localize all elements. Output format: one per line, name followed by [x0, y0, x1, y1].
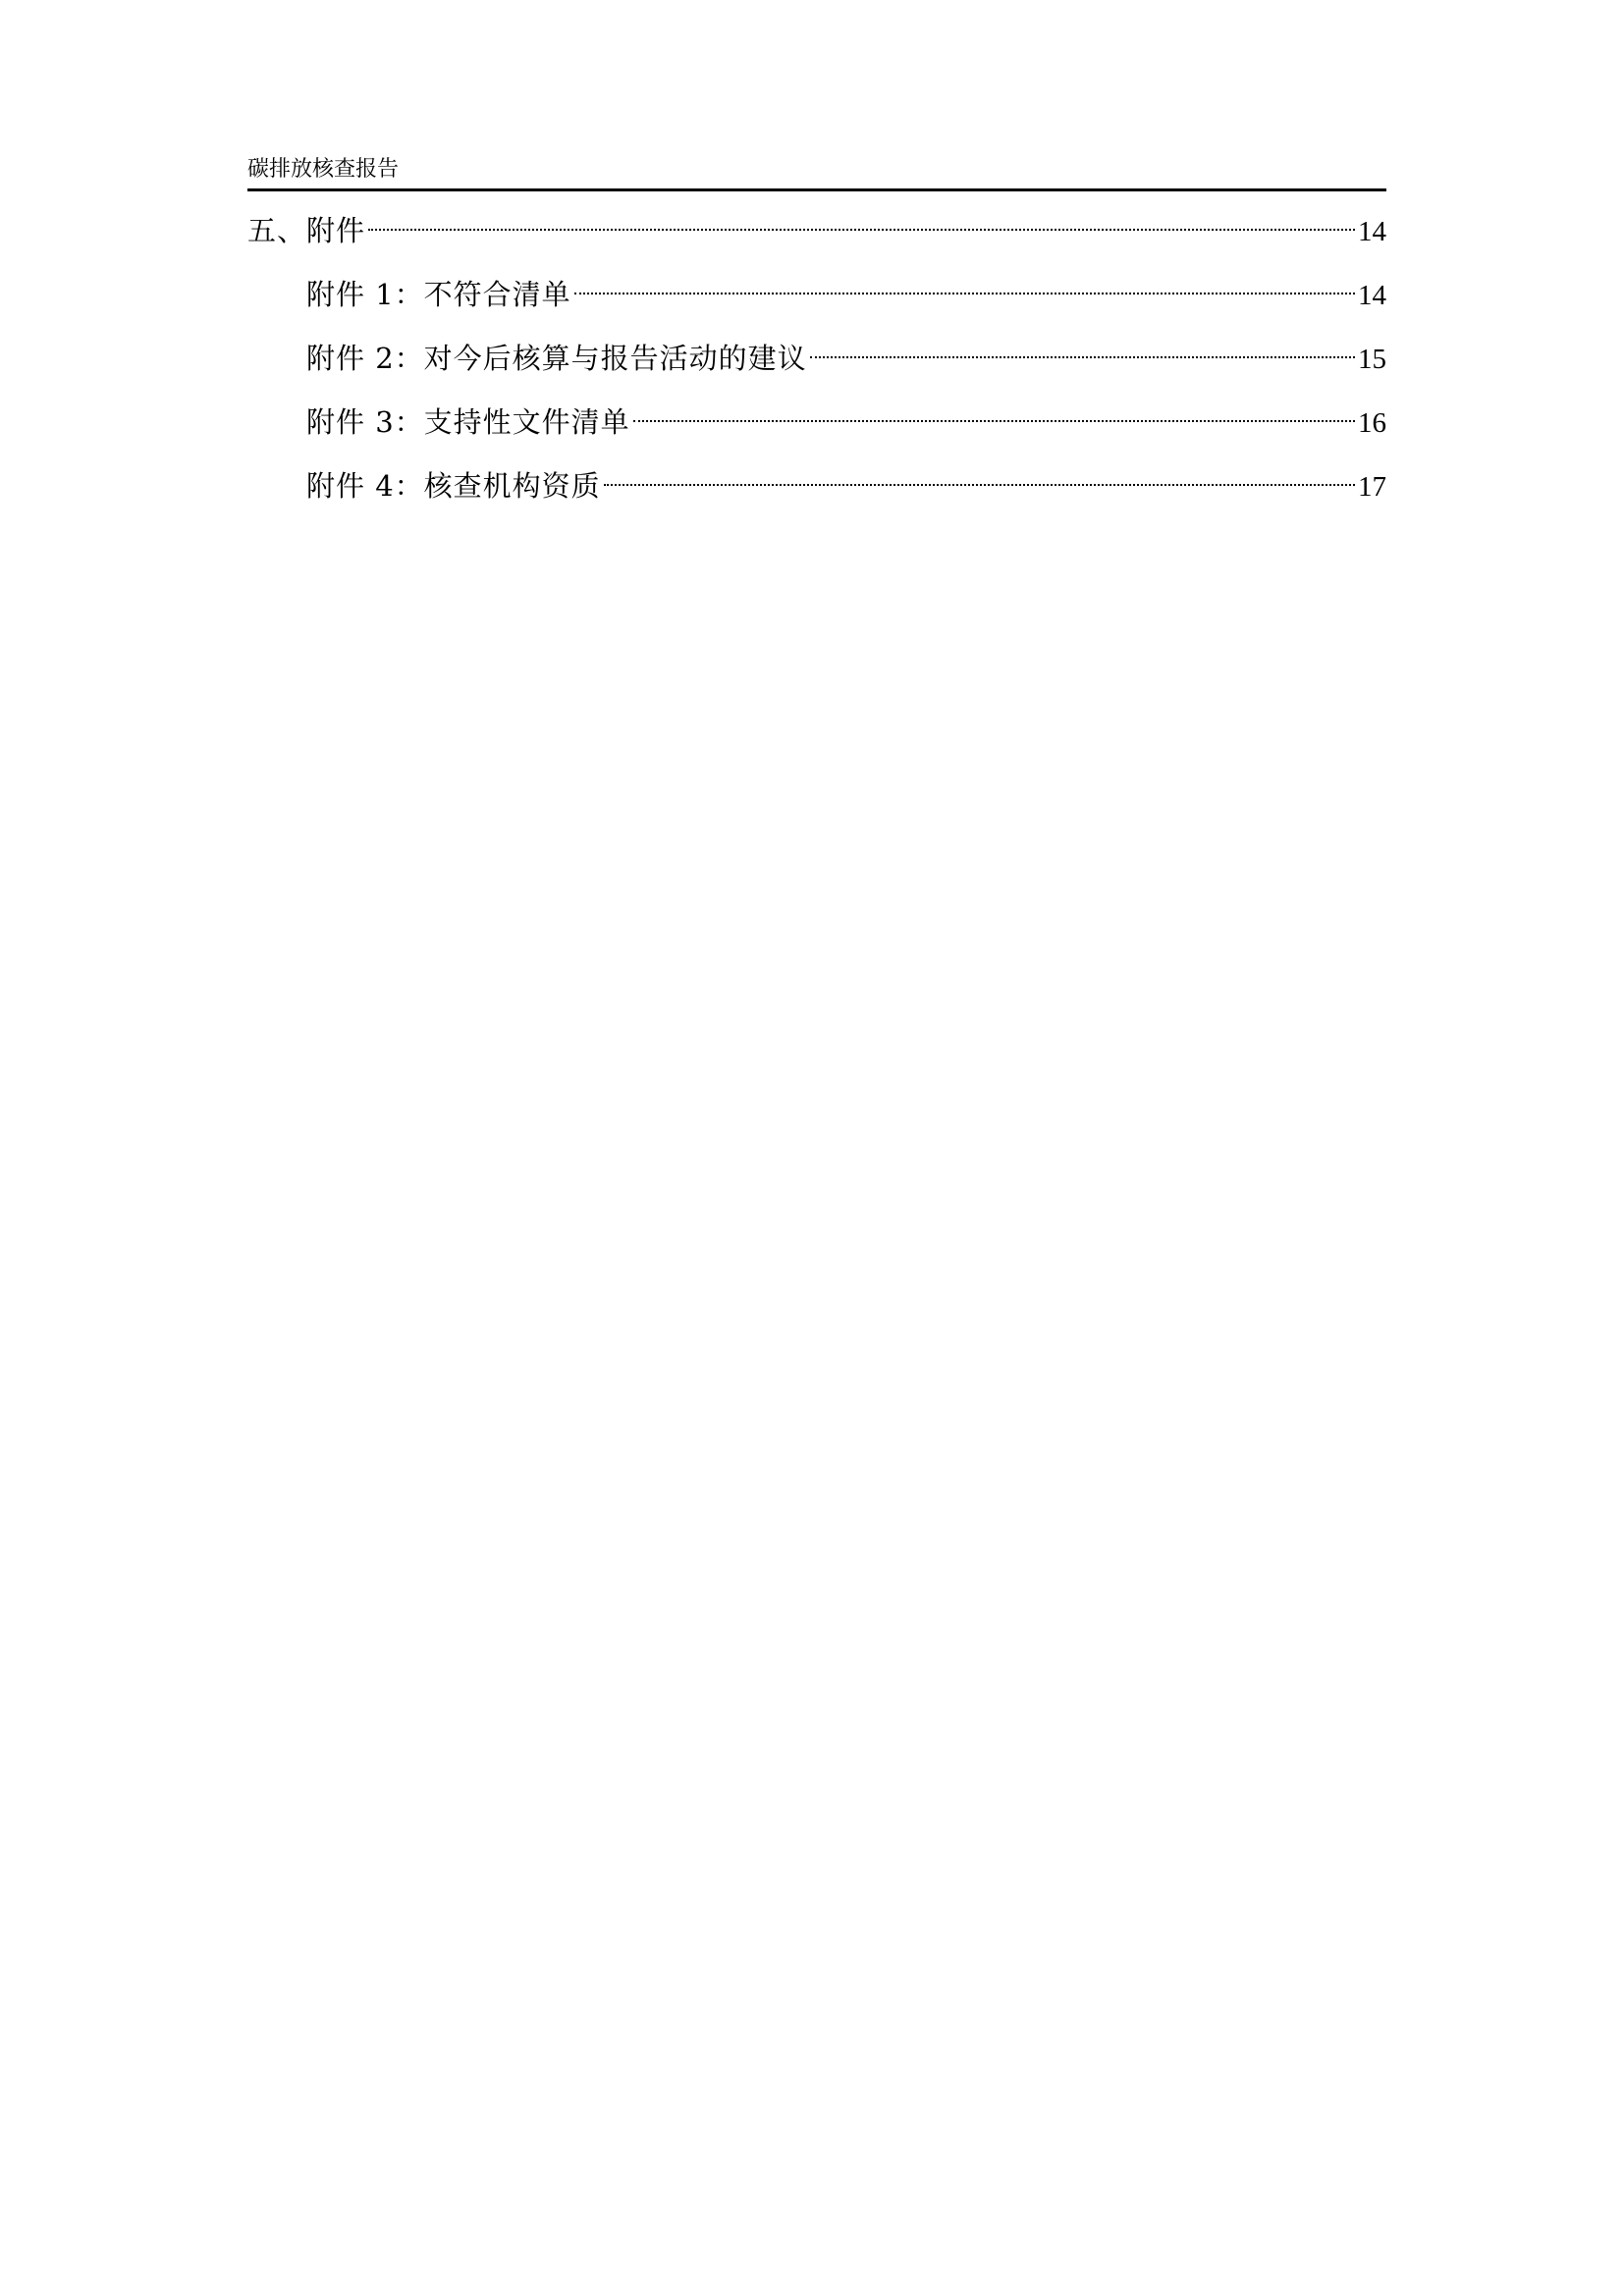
toc-page-number: 14 — [1358, 280, 1386, 311]
toc-entry-text: 五、附件 — [247, 214, 366, 247]
dot-leader — [604, 456, 1355, 496]
toc-entry-text: 附件 1：不符合清单 — [306, 278, 571, 311]
toc-entry-appendix-2[interactable] — [306, 329, 1386, 375]
running-header — [247, 155, 1386, 190]
dot-leader — [574, 265, 1355, 304]
toc-page-number: 17 — [1358, 471, 1386, 503]
toc-entry-appendix-3[interactable] — [306, 393, 1386, 439]
toc-entry-text: 附件 4：核查机构资质 — [306, 469, 601, 503]
toc-entry-appendix-1[interactable] — [306, 265, 1386, 311]
toc-entry-appendix-4[interactable] — [306, 456, 1386, 503]
toc-entry-text: 附件 3：支持性文件清单 — [306, 405, 630, 439]
dot-leader — [633, 393, 1355, 432]
toc-page-number: 16 — [1358, 407, 1386, 439]
toc-page-number: 15 — [1358, 344, 1386, 375]
toc-entry-appendix[interactable] — [247, 201, 1386, 247]
dot-leader — [368, 201, 1355, 240]
dot-leader — [810, 329, 1355, 368]
report-title: 碳排放核查报告 — [247, 157, 400, 182]
header-rule — [247, 188, 1386, 191]
toc-entry-text: 附件 2：对今后核算与报告活动的建议 — [306, 342, 807, 375]
toc-page-number: 14 — [1358, 216, 1386, 247]
